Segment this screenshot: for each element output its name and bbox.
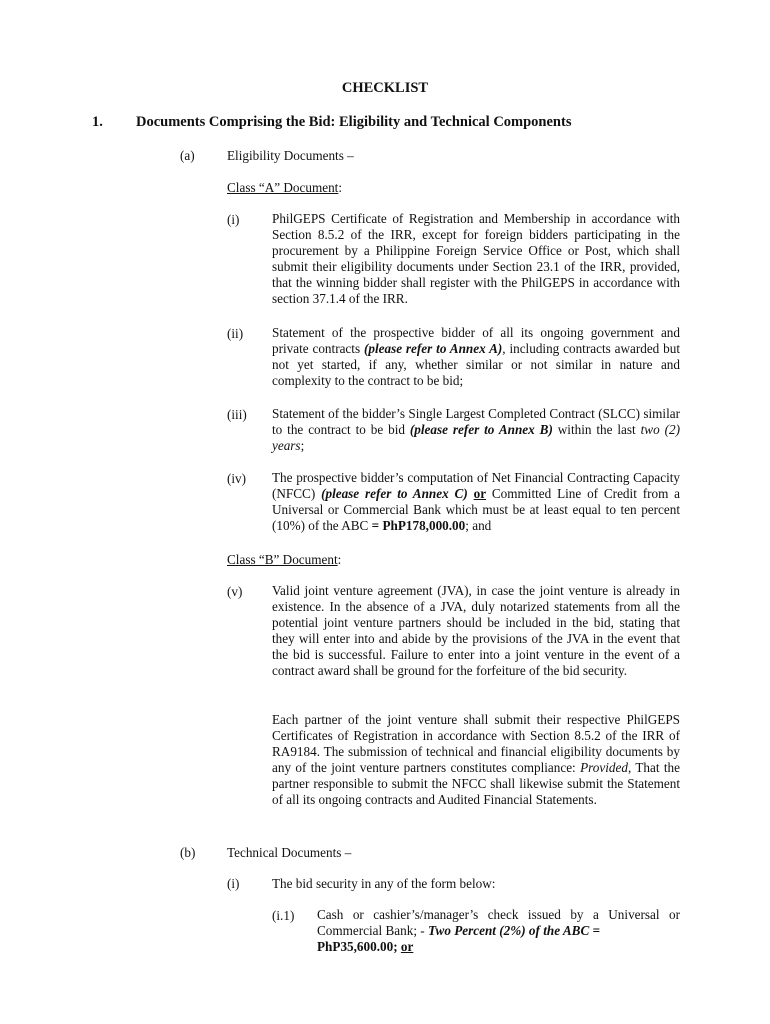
item-a-ii-label: (ii) bbox=[227, 326, 244, 341]
item-a-iii-post: ; bbox=[300, 438, 305, 454]
item-b-i1-label: (i.1) bbox=[272, 908, 295, 923]
page-title: CHECKLIST bbox=[341, 80, 429, 96]
item-a-iii-years: two (2) years bbox=[272, 422, 680, 454]
annex-b-reference: (please refer to Annex B) bbox=[409, 422, 553, 438]
item-b-i1-pre: Cash or cashier’s/manager’s check issued by a Universal or Commercial Bank; - bbox=[317, 907, 680, 939]
section-number: 1. bbox=[92, 114, 103, 130]
class-b-heading-text: Class “B” Document bbox=[227, 552, 338, 567]
item-a-iii-text bbox=[272, 406, 680, 454]
subsection-a-heading: Eligibility Documents – bbox=[227, 148, 354, 163]
item-b-i1-text bbox=[317, 907, 680, 955]
item-a-ii-text bbox=[272, 325, 680, 389]
annex-a-reference: (please refer to Annex A) bbox=[363, 341, 503, 357]
subsection-b-heading: Technical Documents – bbox=[227, 845, 352, 860]
bid-security-amount: PhP35,600.00; bbox=[317, 939, 398, 955]
item-a-iv-post: ; and bbox=[465, 518, 492, 534]
item-b-i-text: The bid security in any of the form below: bbox=[272, 876, 496, 891]
item-a-iii-mid: within the last bbox=[552, 422, 641, 438]
class-b-colon: : bbox=[337, 552, 342, 567]
item-a-i-label: (i) bbox=[227, 212, 240, 227]
abc-amount: = PhP178,000.00 bbox=[371, 518, 466, 534]
item-a-v-label: (v) bbox=[227, 584, 243, 599]
annex-c-reference: (please refer to Annex C) bbox=[321, 486, 468, 502]
item-a-iv-mid: Committed Line of Credit from a Universal or Commercial Bank which must be at least equal to ten percent (10%) of the ABC bbox=[272, 486, 681, 534]
item-b-i-label: (i) bbox=[227, 876, 240, 891]
subsection-a-label: (a) bbox=[180, 148, 195, 163]
section-heading: Documents Comprising the Bid: Eligibility and Technical Components bbox=[136, 114, 572, 130]
item-a-ii-post: , including contracts awarded but not yet started, if any, whether similar or not similar in nature and complexity to the contract to be bid; bbox=[272, 341, 680, 389]
class-a-heading bbox=[227, 180, 342, 196]
item-a-v-para2-post: , That the partner responsible to submit the NFCC shall likewise submit the Statement of all its ongoing contracts and Audited Financial Statements. bbox=[272, 760, 680, 808]
item-a-iii-pre: Statement of the bidder’s Single Largest Completed Contract (SLCC) similar to the contract to be bid bbox=[272, 406, 680, 438]
item-a-i-text: PhilGEPS Certificate of Registration and Membership in accordance with Section 8.5.2 of the IRR, except for foreign bidders participating in the procurement by a Philippine Foreign Service Office or Post, which shall submit their eligibility documents under Section 23.1 of the IRR, provided, that the winning bidder shall register with the PhilGEPS in accordance with section 37.1.4 of the IRR. bbox=[272, 211, 680, 307]
item-a-v-para2-pre: Each partner of the joint venture shall submit their respective PhilGEPS Certificates of Registration in accordance with Section 8.5.2 of the IRR of RA9184. The submission of technical and financial eligibility documents by any of the joint venture partners constitutes compliance: bbox=[272, 712, 680, 776]
item-a-iv-pre: The prospective bidder’s computation of Net Financial Contracting Capacity (NFCC) bbox=[272, 470, 680, 502]
item-a-iii-label: (iii) bbox=[227, 407, 247, 422]
item-b-i1-or: or bbox=[400, 939, 414, 955]
item-a-iv-label: (iv) bbox=[227, 471, 247, 486]
class-a-colon: : bbox=[338, 180, 343, 195]
item-a-iv-or: or bbox=[473, 486, 487, 502]
item-a-v-text: Valid joint venture agreement (JVA), in case the joint venture is already in existence. In the absence of a JVA, duly notarized statements from all the potential joint venture partners should be included in the bid, stating that they will enter into and abide by the provisions of the JVA in the event that the bid is successful. Failure to enter into a joint venture in the event of a contract award shall be ground for the forfeiture of the bid security. bbox=[272, 583, 680, 679]
bid-security-percent: Two Percent (2%) of the ABC = bbox=[427, 923, 601, 939]
item-a-iv-text bbox=[272, 470, 680, 534]
class-b-heading bbox=[227, 552, 341, 568]
item-a-ii-pre: Statement of the prospective bidder of all its ongoing government and private contracts bbox=[272, 325, 680, 357]
subsection-b-label: (b) bbox=[180, 845, 196, 860]
item-a-v-provided: Provided bbox=[580, 760, 628, 776]
class-a-heading-text: Class “A” Document bbox=[227, 180, 339, 195]
item-a-v-paragraph-2 bbox=[272, 712, 680, 809]
